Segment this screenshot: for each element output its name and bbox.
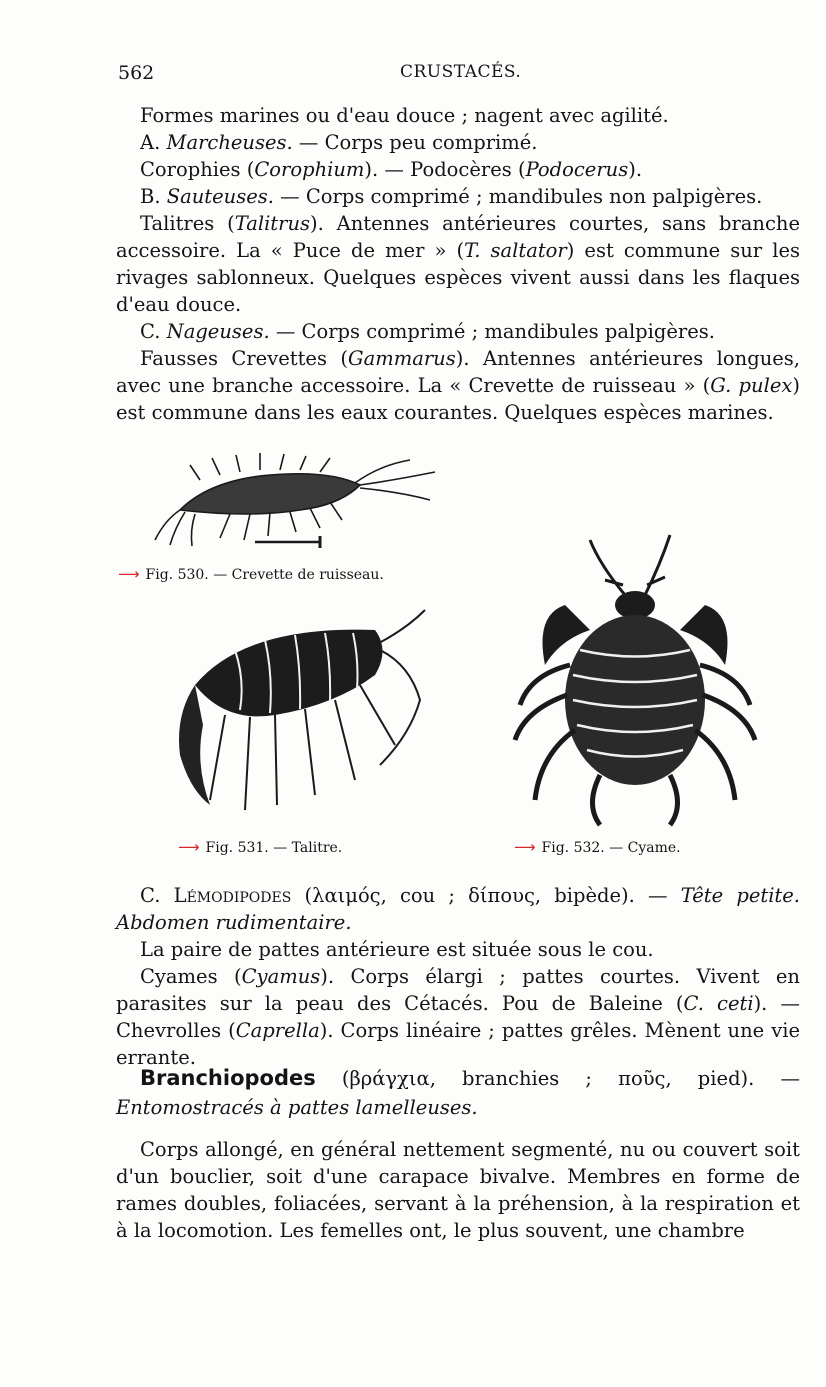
paragraph: C. Lémodipodes (λαιμός, cou ; δίπους, bipède). — Tête petite. Abdomen rudimentaire.: [116, 884, 801, 934]
page-header: [118, 62, 796, 92]
figure-530-shrimp-illustration: [150, 450, 440, 550]
paragraph: A. Marcheuses. — Corps peu comprimé.: [140, 131, 538, 154]
paragraph: Cyames (Cyamus). Corps élargi ; pattes courtes. Vivent en parasites sur la peau des Cétacés. Pou de Baleine (C. ceti). — Chevrolles (Caprella). Corps linéaire ; pattes grêles. Mènent une vie errante.: [116, 965, 800, 1069]
paragraph: La paire de pattes antérieure est située sous le cou.: [140, 938, 654, 961]
lemodipod-section: [116, 882, 800, 1071]
paragraph: Corps allongé, en général nettement segmenté, nu ou couvert soit d'un bouclier, soit d'une carapace bivalve. Membres en forme de rames doubles, foliacées, servant à la préhension, à la respiration et à la locomotion. Les femelles ont, le plus souvent, une chambre: [116, 1138, 800, 1242]
figure-532-whale-louse-illustration: [505, 525, 770, 830]
figure-531-sandhopper-illustration: [155, 605, 435, 830]
section-heading: Branchiopodes: [140, 1066, 316, 1090]
branchiopod-heading: Branchiopodes (βράγχια, branchies ; ποῦς, pied). — Entomostracés à pattes lamelleuses.: [116, 1066, 800, 1119]
figure-530-caption: ⟶ Fig. 530. — Crevette de ruisseau.: [118, 565, 384, 583]
paragraph: B. Sauteuses. — Corps comprimé ; mandibules non palpigères.: [140, 185, 763, 208]
amphipod-section: [116, 102, 800, 426]
figure-531-caption: ⟶ Fig. 531. — Talitre.: [178, 838, 343, 856]
page-number: 562: [118, 62, 155, 84]
paragraph: Formes marines ou d'eau douce ; nagent avec agilité.: [140, 104, 669, 127]
paragraph: Corophies (Corophium). — Podocères (Podocerus).: [140, 158, 643, 181]
running-title: CRUSTACÉS.: [400, 62, 522, 82]
arrow-right-icon: ⟶: [178, 838, 200, 856]
figure-532-caption: ⟶ Fig. 532. — Cyame.: [514, 838, 681, 856]
paragraph: C. Nageuses. — Corps comprimé ; mandibules palpigères.: [140, 320, 715, 343]
arrow-right-icon: ⟶: [118, 565, 140, 583]
paragraph: Fausses Crevettes (Gammarus). Antennes antérieures longues, avec une branche accessoire. La « Crevette de ruisseau » (G. pulex) est commune dans les eaux courantes. Quelques espèces marines.: [116, 347, 800, 424]
paragraph: Talitres (Talitrus). Antennes antérieures courtes, sans branche accessoire. La « Puce de mer » (T. saltator) est commune sur les rivages sablonneux. Quelques espèces vivent aussi dans les flaques d'eau douce.: [116, 212, 800, 316]
branchiopod-description: [116, 1136, 800, 1244]
arrow-right-icon: ⟶: [514, 838, 536, 856]
